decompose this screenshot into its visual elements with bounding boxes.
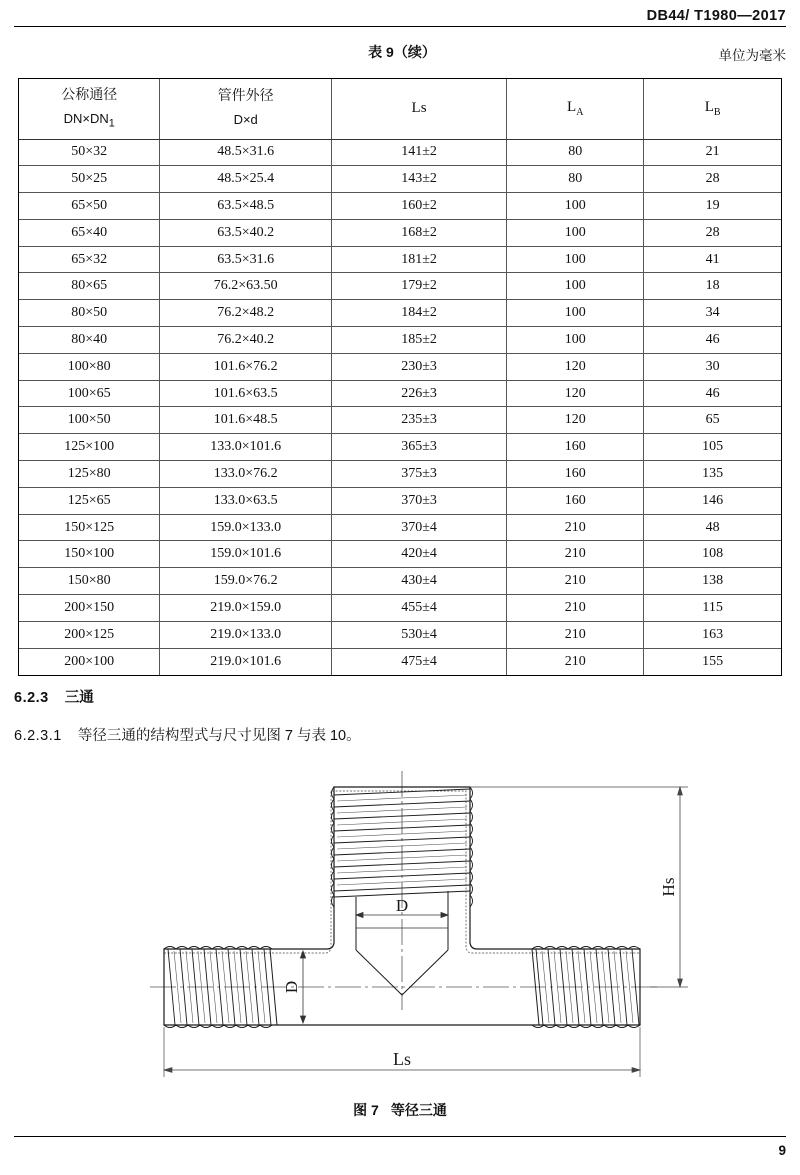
cell-ls: 230±3 [331, 353, 506, 380]
cell-la: 210 [507, 514, 644, 541]
tee-fitting-drawing [0, 765, 800, 1095]
cell-lb: 115 [644, 595, 781, 622]
table-row [19, 166, 781, 193]
cell-la: 100 [507, 219, 644, 246]
column-header-ls [331, 79, 506, 139]
cell-outer-diameter: 101.6×48.5 [160, 407, 331, 434]
cell-la: 210 [507, 541, 644, 568]
cell-nominal-diameter: 65×50 [19, 193, 160, 220]
table-row [19, 514, 781, 541]
cell-la: 210 [507, 648, 644, 675]
footer-divider [14, 1136, 786, 1137]
column-header-outer-diameter-cn: 管件外径 [217, 89, 274, 105]
clause-6-2-3-1-text: 等径三通的结构型式与尺寸见图 7 与表 10。 [77, 728, 361, 744]
cell-la: 100 [507, 300, 644, 327]
cell-la: 100 [507, 327, 644, 354]
table-row [19, 595, 781, 622]
clause-6-2-3 [14, 686, 94, 707]
cell-ls: 160±2 [331, 193, 506, 220]
table-row [19, 327, 781, 354]
cell-outer-diameter: 63.5×31.6 [160, 246, 331, 273]
cell-outer-diameter: 101.6×76.2 [160, 353, 331, 380]
cell-la: 210 [507, 568, 644, 595]
cell-la: 210 [507, 621, 644, 648]
cell-la: 100 [507, 273, 644, 300]
run-diameter-label: D [282, 980, 301, 994]
cell-lb: 46 [644, 380, 781, 407]
cell-la: 80 [507, 166, 644, 193]
clause-6-2-3-1-number: 6.2.3.1 [14, 728, 62, 744]
table-row [19, 568, 781, 595]
cell-lb: 138 [644, 568, 781, 595]
cell-ls: 226±3 [331, 380, 506, 407]
cell-la: 100 [507, 246, 644, 273]
height-hs-label: Hs [659, 877, 678, 897]
cell-ls: 141±2 [331, 139, 506, 166]
table-row [19, 648, 781, 675]
table-row [19, 193, 781, 220]
column-header-outer-diameter [160, 79, 331, 139]
cell-nominal-diameter: 65×40 [19, 219, 160, 246]
cell-outer-diameter: 48.5×31.6 [160, 139, 331, 166]
cell-nominal-diameter: 125×65 [19, 487, 160, 514]
dimension-height-hs [470, 787, 688, 987]
table-header-row [19, 79, 781, 139]
page-header [0, 6, 800, 34]
cell-nominal-diameter: 80×40 [19, 327, 160, 354]
figure-caption [0, 1100, 800, 1120]
right-thread-profile [532, 947, 640, 1028]
cell-outer-diameter: 159.0×76.2 [160, 568, 331, 595]
cell-ls: 430±4 [331, 568, 506, 595]
cell-lb: 46 [644, 327, 781, 354]
cell-lb: 34 [644, 300, 781, 327]
cell-nominal-diameter: 50×25 [19, 166, 160, 193]
cell-lb: 28 [644, 219, 781, 246]
cell-nominal-diameter: 80×65 [19, 273, 160, 300]
column-header-nominal-diameter [19, 79, 160, 139]
cell-outer-diameter: 48.5×25.4 [160, 166, 331, 193]
table-row [19, 246, 781, 273]
cell-outer-diameter: 159.0×133.0 [160, 514, 331, 541]
cell-nominal-diameter: 100×65 [19, 380, 160, 407]
figure-caption-label: 图 7 [353, 1102, 379, 1118]
cell-outer-diameter: 63.5×40.2 [160, 219, 331, 246]
cell-nominal-diameter: 65×32 [19, 246, 160, 273]
clause-6-2-3-1 [14, 724, 361, 745]
cell-lb: 18 [644, 273, 781, 300]
spec-table-head [19, 79, 781, 139]
cell-ls: 530±4 [331, 621, 506, 648]
cell-lb: 30 [644, 353, 781, 380]
table-caption: 表 9（续） [368, 44, 436, 60]
cell-lb: 108 [644, 541, 781, 568]
cell-outer-diameter: 219.0×159.0 [160, 595, 331, 622]
column-header-lb-symbol: $L_B$ [704, 99, 721, 118]
cell-ls: 235±3 [331, 407, 506, 434]
spec-table-container [18, 78, 782, 676]
column-header-nominal-diameter-cn: 公称通径 [61, 87, 118, 103]
cell-ls: 370±3 [331, 487, 506, 514]
cell-outer-diameter: 219.0×133.0 [160, 621, 331, 648]
cell-nominal-diameter: 150×125 [19, 514, 160, 541]
cell-nominal-diameter: 150×100 [19, 541, 160, 568]
clause-6-2-3-title: 三通 [64, 690, 94, 706]
figure-7-equal-tee [0, 765, 800, 1095]
table-row [19, 380, 781, 407]
cell-la: 160 [507, 434, 644, 461]
cell-ls: 143±2 [331, 166, 506, 193]
cell-nominal-diameter: 100×50 [19, 407, 160, 434]
cell-nominal-diameter: 200×100 [19, 648, 160, 675]
cell-ls: 455±4 [331, 595, 506, 622]
table-row [19, 461, 781, 488]
table-row [19, 621, 781, 648]
cell-ls: 179±2 [331, 273, 506, 300]
cell-nominal-diameter: 80×50 [19, 300, 160, 327]
cell-nominal-diameter: 50×32 [19, 139, 160, 166]
branch-diameter-label: D [395, 896, 409, 915]
cell-la: 100 [507, 193, 644, 220]
standard-code: DB44/ T1980—2017 [646, 8, 786, 24]
header-divider [14, 26, 786, 27]
cell-outer-diameter: 101.6×63.5 [160, 380, 331, 407]
cell-lb: 155 [644, 648, 781, 675]
table-row [19, 139, 781, 166]
cell-la: 120 [507, 407, 644, 434]
cell-nominal-diameter: 125×80 [19, 461, 160, 488]
cell-nominal-diameter: 200×125 [19, 621, 160, 648]
spec-table-body [19, 139, 781, 675]
column-header-lb [644, 79, 781, 139]
cell-la: 160 [507, 487, 644, 514]
cell-lb: 65 [644, 407, 781, 434]
cell-outer-diameter: 133.0×63.5 [160, 487, 331, 514]
cell-la: 120 [507, 353, 644, 380]
cell-ls: 184±2 [331, 300, 506, 327]
column-header-la-symbol: $L_A$ [567, 99, 584, 118]
cell-ls: 475±4 [331, 648, 506, 675]
column-header-ls-symbol: Ls [411, 100, 427, 117]
cell-lb: 105 [644, 434, 781, 461]
cell-nominal-diameter: 100×80 [19, 353, 160, 380]
cell-la: 160 [507, 461, 644, 488]
clause-6-2-3-number: 6.2.3 [14, 690, 49, 706]
cell-ls: 181±2 [331, 246, 506, 273]
table-caption-row [18, 42, 786, 68]
table-row [19, 487, 781, 514]
cell-lb: 21 [644, 139, 781, 166]
table-row [19, 434, 781, 461]
table-row [19, 219, 781, 246]
cell-outer-diameter: 76.2×63.50 [160, 273, 331, 300]
cell-la: 210 [507, 595, 644, 622]
column-header-la [507, 79, 644, 139]
cell-ls: 168±2 [331, 219, 506, 246]
cell-outer-diameter: 76.2×48.2 [160, 300, 331, 327]
cell-lb: 19 [644, 193, 781, 220]
cell-outer-diameter: 159.0×101.6 [160, 541, 331, 568]
cell-la: 120 [507, 380, 644, 407]
column-header-outer-diameter-en: D×d [233, 112, 258, 128]
table-row [19, 407, 781, 434]
cell-outer-diameter: 133.0×101.6 [160, 434, 331, 461]
table-units-note: 单位为毫米 [718, 48, 786, 63]
cell-ls: 420±4 [331, 541, 506, 568]
cell-outer-diameter: 133.0×76.2 [160, 461, 331, 488]
cell-outer-diameter: 76.2×40.2 [160, 327, 331, 354]
table-row [19, 541, 781, 568]
page-number: 9 [778, 1143, 786, 1158]
cell-lb: 48 [644, 514, 781, 541]
cell-la: 80 [507, 139, 644, 166]
cell-lb: 135 [644, 461, 781, 488]
cell-nominal-diameter: 200×150 [19, 595, 160, 622]
spec-table [19, 79, 781, 675]
cell-lb: 41 [644, 246, 781, 273]
cell-ls: 365±3 [331, 434, 506, 461]
table-row [19, 353, 781, 380]
cell-ls: 185±2 [331, 327, 506, 354]
figure-caption-title: 等径三通 [390, 1102, 447, 1118]
table-row [19, 300, 781, 327]
length-ls-label: Ls [393, 1049, 411, 1069]
cell-lb: 146 [644, 487, 781, 514]
column-header-nominal-diameter-en: $DN\times DN_1$ [63, 110, 115, 130]
table-row [19, 273, 781, 300]
cell-nominal-diameter: 125×100 [19, 434, 160, 461]
cell-outer-diameter: 63.5×48.5 [160, 193, 331, 220]
cell-ls: 375±3 [331, 461, 506, 488]
cell-lb: 28 [644, 166, 781, 193]
cell-ls: 370±4 [331, 514, 506, 541]
cell-outer-diameter: 219.0×101.6 [160, 648, 331, 675]
cell-nominal-diameter: 150×80 [19, 568, 160, 595]
cell-lb: 163 [644, 621, 781, 648]
